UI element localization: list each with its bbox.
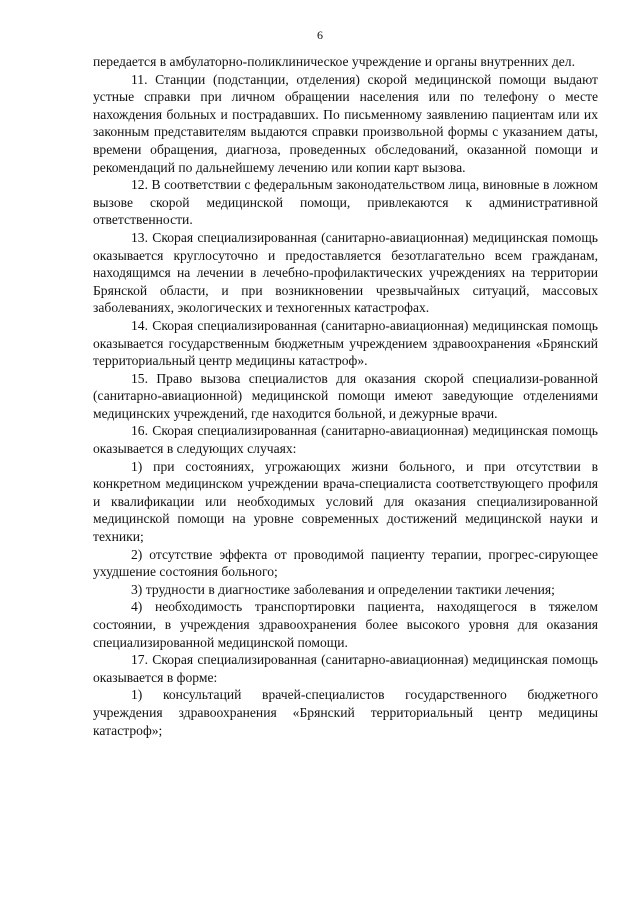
list-item-16-3: 3) трудности в диагностике заболевания и определении тактики лечения;	[131, 581, 555, 597]
paragraph-continuation: передается в амбулаторно-поликлиническое учреждение и органы внутренних дел.	[93, 54, 575, 69]
paragraph-11: 11. Станции (подстанции, отделения) скорой медицинской помощи выдают устные справки при личном обращении населения или по телефону о месте нахождения больных и пострадавших. По письменному заявлению пациентам или их законным представителям выдаются справки произвольной формы с указанием даты, времени обращения, диагноза, проведенных обследований, оказанной помощи и рекомендаций по дальнейшему лечению или копии карт вызова.	[93, 71, 598, 175]
paragraph-15: 15. Право вызова специалистов для оказания скорой специализи-рованной (санитарно-авиационной) медицинской помощи имеют заведующие отделениями медицинских учреждений, где находится больной, и дежурные врачи.	[93, 370, 598, 421]
list-item-16-2: 2) отсутствие эффекта от проводимой пациенту терапии, прогрес-сирующее ухудшение состояния больного;	[93, 546, 598, 580]
page-number: 6	[317, 28, 323, 42]
list-item-16-1: 1) при состояниях, угрожающих жизни больного, и при отсутствии в конкретном медицинском учреждении врача-специалиста соответствующего профиля и квалификации или необходимых условий для оказания специализированной медицинской помощи на уровне современных достижений медицинской науки и техники;	[93, 458, 598, 545]
paragraph-14: 14. Скорая специализированная (санитарно-авиационная) медицинская помощь оказывается государственным бюджетным учреждением здравоохранения «Брянский территориальный центр медицины катастроф».	[93, 317, 598, 369]
paragraph-12: 12. В соответствии с федеральным законодательством лица, виновные в ложном вызове скорой медицинской помощи, привлекаются к административной ответственности.	[93, 177, 598, 228]
paragraph-16: 16. Скорая специализированная (санитарно-авиационная) медицинская помощь оказывается в следующих случаях:	[93, 423, 598, 457]
list-item-16-4: 4) необходимость транспортировки пациента, находящегося в тяжелом состоянии, в учреждения здравоохранения более высокого уровня для оказания специализированной медицинской помощи.	[93, 599, 598, 650]
list-item-17-1: 1) консультаций врачей-специалистов государственного бюджетного учреждения здравоохранения «Брянский территориальный центр медицины катастроф»;	[93, 687, 598, 738]
document-body	[93, 53, 598, 739]
paragraph-17: 17. Скорая специализированная (санитарно-авиационная) медицинская помощь оказывается в форме:	[93, 652, 598, 685]
paragraph-13: 13. Скорая специализированная (санитарно-авиационная) медицинская помощь оказывается круглосуточно и предоставляется безотлагательно всем гражданам, находящимся на лечении в лечебно-профилактических учреждениях на территории Брянской области, и при возникновении чрезвычайных ситуаций, массовых заболеваниях, экологических и техногенных катастрофах.	[93, 229, 598, 316]
